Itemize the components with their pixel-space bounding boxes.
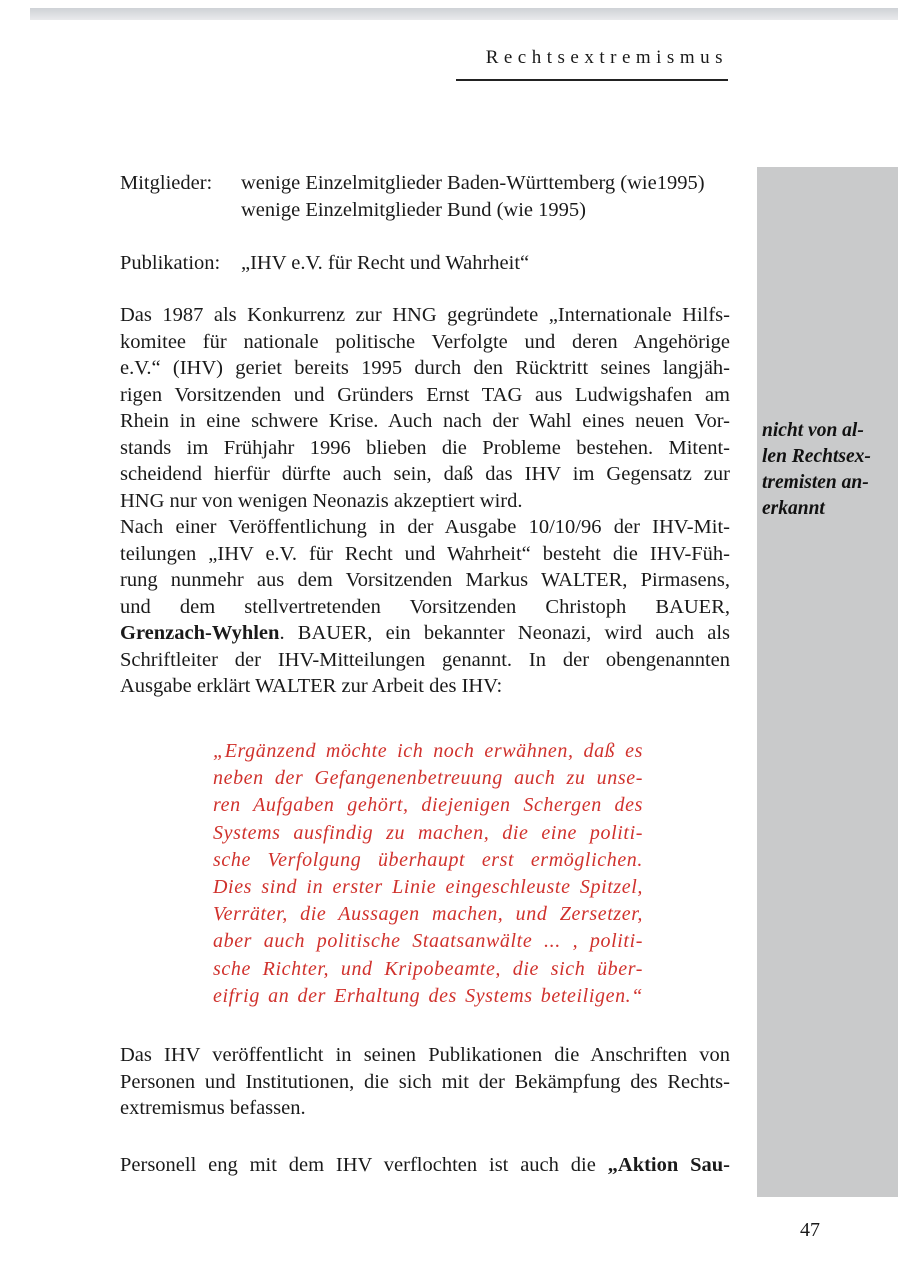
margin-note-line: nicht von al- (762, 420, 864, 441)
quote-line: neben der Gefangenenbetreuung auch zu unse- (213, 767, 643, 790)
text-line (120, 1152, 730, 1179)
text-line: rung nunmehr aus dem Vorsitzenden Markus WALTER, Pirmasens, (120, 569, 730, 591)
bold-place-name: Grenzach-Wyhlen (120, 622, 280, 644)
text-line: Personen und Institutionen, die sich mit der Bekämpfung des Rechts- (120, 1070, 730, 1093)
text-segment: . BAUER, ein bekannter Neonazi, wird auch als (279, 622, 730, 644)
quote-line: Verräter, die Aussagen machen, und Zersetzer, (213, 903, 643, 926)
text-line: Schriftleiter der IHV-Mitteilungen genannt. In der obengenannten (120, 648, 730, 671)
text-segment: Personell eng mit dem IHV verflochten ist auch die (120, 1154, 608, 1176)
quote-line: eifrig an der Erhaltung des Systems beteiligen.“ (213, 984, 643, 1007)
paragraph-ihv-history (120, 302, 730, 700)
text-line: Rhein in eine schwere Krise. Auch nach der Wahl eines neuen Vor- (120, 410, 730, 432)
text-line: scheidend hierfür dürfte auch sein, daß das IHV im Gegensatz zur (120, 463, 730, 485)
quote-line: Dies sind in erster Linie eingeschleuste Spitzel, (213, 876, 643, 899)
text-line: teilungen „IHV e.V. für Recht und Wahrheit“ besteht die IHV-Füh- (120, 542, 730, 565)
publication-label: Publikation: (120, 252, 221, 274)
text-line: Das IHV veröffentlicht in seinen Publikationen die Anschriften von (120, 1044, 730, 1066)
members-line-1: wenige Einzelmitglieder Baden-Württemberg (wie1995) (241, 172, 705, 194)
margin-note-line: erkannt (762, 498, 825, 519)
quote-line: sche Verfolgung überhaupt erst ermöglichen. (213, 848, 643, 871)
publication-value: „IHV e.V. für Recht und Wahrheit“ (241, 252, 530, 274)
text-line: komitee für nationale politische Verfolgte und deren Angehörige (120, 330, 730, 353)
text-line: e.V.“ (IHV) geriet bereits 1995 durch den Rücktritt seines langjäh- (120, 357, 730, 379)
text-line: rigen Vorsitzenden und Gründers Ernst TAG aus Ludwigshafen am (120, 383, 730, 406)
text-line: und dem stellvertretenden Vorsitzenden Christoph BAUER, (120, 595, 730, 618)
members-line-2: wenige Einzelmitglieder Bund (wie 1995) (241, 199, 586, 221)
text-line: HNG nur von wenigen Neonazis akzeptiert wird. (120, 489, 523, 512)
text-line: Ausgabe erklärt WALTER zur Arbeit des IHV: (120, 675, 503, 697)
quote-line: Systems ausfindig zu machen, die eine politi- (213, 821, 643, 844)
quote-line: ren Aufgaben gehört, diejenigen Schergen des (213, 794, 643, 817)
margin-sidebar (757, 167, 898, 1197)
bold-aktion-name: „Aktion Sau- (607, 1154, 730, 1176)
running-header: Rechtsextremismus (485, 47, 728, 68)
margin-note-line: tremisten an- (762, 472, 869, 493)
header-rule (456, 79, 728, 81)
text-line: extremismus befassen. (120, 1097, 306, 1119)
text-line: Das 1987 als Konkurrenz zur HNG gegründete „Internationale Hilfs- (120, 304, 730, 326)
paragraph-aktion (120, 1152, 730, 1179)
walter-quote (213, 738, 643, 1010)
quote-line: sche Richter, und Kripobeamte, die sich über- (213, 957, 643, 980)
text-line: stands im Frühjahr 1996 blieben die Probleme bestehen. Mitent- (120, 436, 730, 459)
margin-note (762, 418, 897, 522)
paragraph-publications (120, 1042, 730, 1122)
quote-line: „Ergänzend möchte ich noch erwähnen, daß es (213, 740, 643, 762)
quote-line: aber auch politische Staatsanwälte ... , politi- (213, 930, 643, 953)
text-line: Nach einer Veröffentlichung in der Ausgabe 10/10/96 der IHV-Mit- (120, 516, 730, 538)
members-label: Mitglieder: (120, 172, 213, 194)
scan-top-edge (30, 8, 898, 20)
text-line (120, 620, 730, 647)
margin-note-line: len Rechtsex- (762, 446, 871, 467)
page-number: 47 (800, 1219, 820, 1241)
